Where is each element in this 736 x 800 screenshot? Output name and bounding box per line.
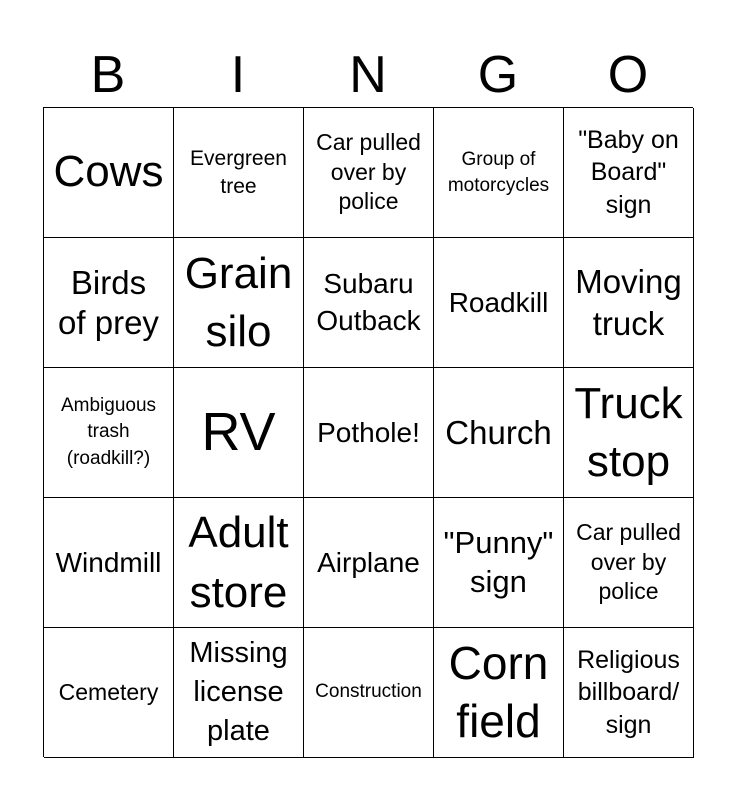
bingo-cell[interactable] xyxy=(304,368,434,498)
bingo-cell-label: Ambiguous trash (roadkill?) xyxy=(60,394,157,469)
bingo-cell-label: Grain silo xyxy=(184,249,293,356)
bingo-cell-label: "Baby on Board" sign xyxy=(578,125,679,219)
bingo-cell-label: Evergreen tree xyxy=(190,147,287,198)
bingo-cell-label: Airplane xyxy=(317,546,420,578)
bingo-cell[interactable] xyxy=(434,238,564,368)
header-letter-i: I xyxy=(230,46,246,104)
bingo-cell-label: Subaru Outback xyxy=(316,268,421,336)
bingo-cell[interactable] xyxy=(434,108,564,238)
bingo-cell-label: Car pulled over by police xyxy=(576,518,681,605)
bingo-cell-label: Cows xyxy=(53,147,164,197)
bingo-cell[interactable] xyxy=(304,628,434,758)
bingo-cell[interactable] xyxy=(304,238,434,368)
bingo-cell-label: Construction xyxy=(315,681,422,703)
bingo-cell[interactable] xyxy=(174,108,304,238)
bingo-cell-label: Windmill xyxy=(55,546,162,578)
bingo-cell[interactable] xyxy=(174,628,304,758)
bingo-cell-label: Truck stop xyxy=(574,379,683,486)
bingo-cell[interactable] xyxy=(44,368,174,498)
bingo-cell[interactable] xyxy=(174,498,304,628)
bingo-cell-label: Religious billboard/ sign xyxy=(577,645,680,739)
header-letter-n: N xyxy=(349,46,387,104)
bingo-cell-label: Moving truck xyxy=(575,263,682,342)
bingo-cell[interactable] xyxy=(434,498,564,628)
header-letter-g: G xyxy=(477,46,519,104)
bingo-cell[interactable] xyxy=(564,498,694,628)
bingo-cell[interactable] xyxy=(304,498,434,628)
bingo-cell-label: Roadkill xyxy=(448,286,549,318)
bingo-cell-label: RV xyxy=(201,401,276,462)
bingo-cell[interactable] xyxy=(174,368,304,498)
bingo-cell[interactable] xyxy=(44,108,174,238)
bingo-cell-label: Pothole! xyxy=(317,416,420,448)
bingo-cell[interactable] xyxy=(44,238,174,368)
bingo-card-grid xyxy=(43,107,693,757)
header-letter-o: O xyxy=(607,46,649,104)
bingo-cell-label: Cemetery xyxy=(58,678,159,705)
bingo-cell-label: Missing license plate xyxy=(189,636,288,748)
header-letter-b: B xyxy=(90,46,126,104)
bingo-cell-label: Adult store xyxy=(188,508,289,617)
bingo-cell-label: Corn field xyxy=(448,637,549,747)
bingo-cell[interactable] xyxy=(434,368,564,498)
bingo-cell-label: "Punny" sign xyxy=(443,524,554,599)
bingo-cell[interactable] xyxy=(44,628,174,758)
bingo-cell[interactable] xyxy=(564,108,694,238)
bingo-cell[interactable] xyxy=(304,108,434,238)
bingo-cell-label: Group of motorcycles xyxy=(447,148,550,196)
bingo-cell-label: Car pulled over by police xyxy=(316,128,421,215)
bingo-cell[interactable] xyxy=(174,238,304,368)
bingo-cell[interactable] xyxy=(44,498,174,628)
bingo-cell-label: Church xyxy=(445,413,552,451)
bingo-cell[interactable] xyxy=(564,368,694,498)
bingo-cell-label: Birds of prey xyxy=(58,263,159,341)
bingo-cell[interactable] xyxy=(434,628,564,758)
bingo-cell[interactable] xyxy=(564,238,694,368)
bingo-cell[interactable] xyxy=(564,628,694,758)
bingo-header xyxy=(43,44,693,106)
